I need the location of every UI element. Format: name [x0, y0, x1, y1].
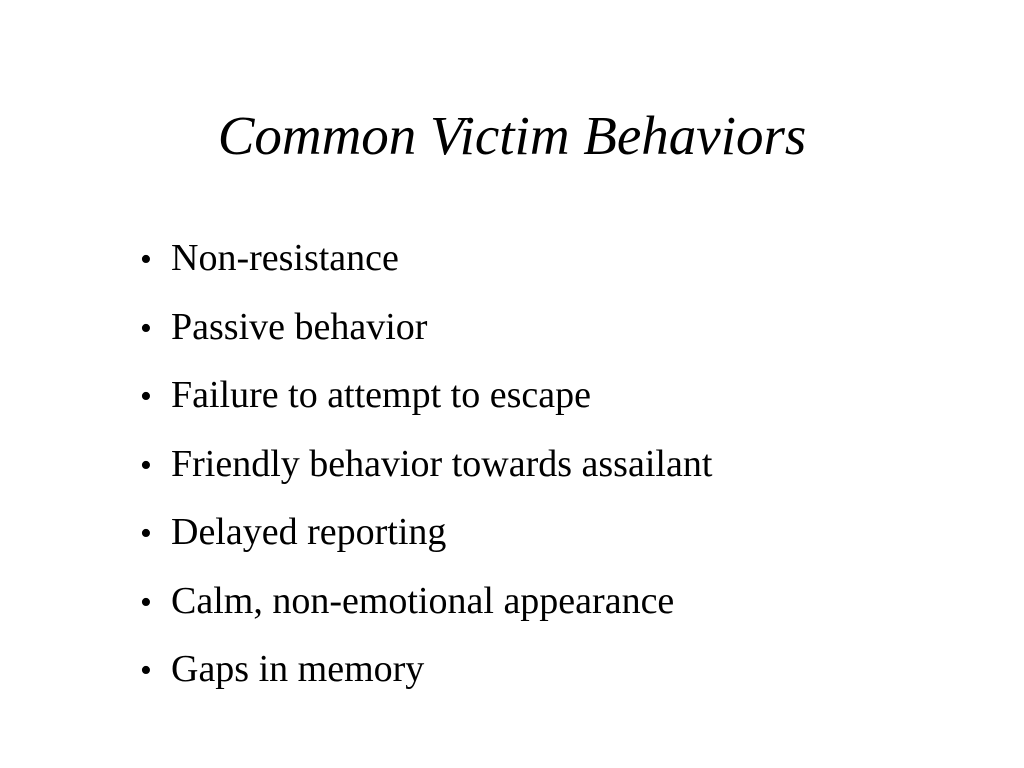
- list-item: [140, 434, 712, 503]
- bullet-list: [140, 228, 712, 708]
- bullet-icon: •: [140, 583, 152, 621]
- list-item-text: Passive behavior: [171, 305, 428, 348]
- list-item: [140, 639, 712, 708]
- bullet-icon: •: [140, 446, 152, 484]
- list-item-text: Friendly behavior towards assailant: [171, 442, 713, 485]
- list-item: [140, 571, 712, 640]
- bullet-icon: •: [140, 515, 152, 552]
- list-item-text: Gaps in memory: [171, 648, 425, 690]
- list-item: [140, 228, 712, 297]
- bullet-icon: •: [140, 652, 152, 689]
- bullet-icon: •: [140, 378, 152, 415]
- slide-title: Common Victim Behaviors: [217, 105, 807, 166]
- list-item: [140, 297, 712, 366]
- bullet-icon: •: [140, 241, 152, 278]
- list-item-text: Delayed reporting: [171, 511, 447, 553]
- list-item-text: Non-resistance: [171, 237, 399, 279]
- list-item: [140, 365, 712, 434]
- list-item-text: Calm, non-emotional appearance: [171, 579, 675, 622]
- list-item-text: Failure to attempt to escape: [171, 374, 591, 416]
- list-item: [140, 502, 712, 571]
- bullet-icon: •: [140, 309, 152, 347]
